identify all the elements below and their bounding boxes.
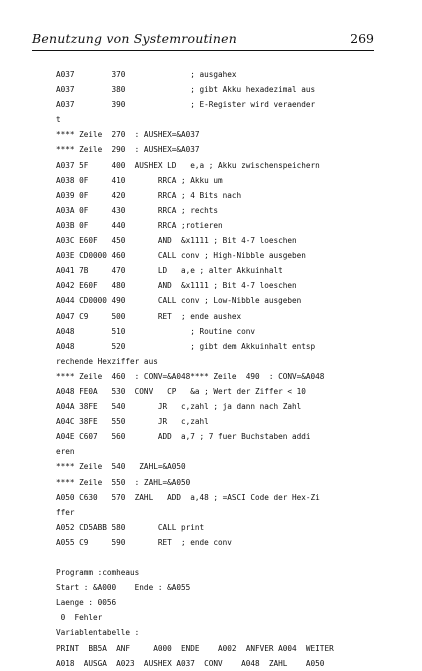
code-line: t xyxy=(56,115,61,125)
code-line: **** Zeile 270 : AUSHEX=&A037 xyxy=(56,130,200,140)
code-line: A050 C630 570 ZAHL ADD a,48 ; =ASCI Code der Hex-Zi xyxy=(56,492,320,502)
code-line: A044 CD0000 490 CALL conv ; Low-Nibble ausgeben xyxy=(56,296,302,306)
code-line: A047 C9 500 RET ; ende aushex xyxy=(56,311,242,321)
code-line: A04A 38FE 540 JR c,zahl ; ja dann nach Zahl xyxy=(56,402,302,412)
code-line: A04C 38FE 550 JR c,zahl xyxy=(56,417,209,427)
code-line: **** Zeile 550 : ZAHL=&A050 xyxy=(56,477,191,487)
code-line: Start : &A000 Ende : &A055 xyxy=(56,583,191,593)
code-line: PRINT BB5A ANF A000 ENDE A002 ANFVER A004 WEITER xyxy=(56,643,334,653)
code-line: **** Zeile 460 : CONV=&A048**** Zeile 490 : CONV=&A048 xyxy=(56,371,325,381)
code-line: A018 AUSGA A023 AUSHEX A037 CONV A048 ZAHL A050 xyxy=(56,658,325,668)
code-line: Variablentabelle : xyxy=(56,628,140,638)
code-line: **** Zeile 290 : AUSHEX=&A037 xyxy=(56,145,200,155)
code-line: A052 CD5ABB 580 CALL print xyxy=(56,522,205,532)
code-line: rechende Hexziffer aus xyxy=(56,356,158,366)
code-line: A037 390 ; E-Register wird veraender xyxy=(56,100,316,110)
code-line: A055 C9 590 RET ; ende conv xyxy=(56,537,232,547)
code-line: eren xyxy=(56,447,75,457)
code-line: A03B 0F 440 RRCA ;rotieren xyxy=(56,220,223,230)
code-line: A03A 0F 430 RRCA ; rechts xyxy=(56,205,218,215)
assembler-listing xyxy=(56,67,396,668)
code-line: 0 Fehler xyxy=(56,613,103,623)
code-line: A048 510 ; Routine conv xyxy=(56,326,256,336)
code-line: A037 370 ; ausgahex xyxy=(56,70,237,79)
code-line: A048 520 ; gibt dem Akkuinhalt entsp xyxy=(56,341,316,351)
code-line: ffer xyxy=(56,507,75,517)
code-line: **** Zeile 540 ZAHL=&A050 xyxy=(56,462,186,472)
code-line: Programm :comheaus xyxy=(56,568,140,578)
code-line: A042 E60F 480 AND &x1111 ; Bit 4-7 loeschen xyxy=(56,281,297,291)
page-title: Benutzung von Systemroutinen xyxy=(32,31,237,46)
code-line xyxy=(56,550,396,565)
code-line: Laenge : 0056 xyxy=(56,598,117,608)
page-number: 269 xyxy=(350,31,374,46)
code-line: A04E C607 560 ADD a,7 ; 7 fuer Buchstaben addi xyxy=(56,432,311,442)
code-line: A048 FE0A 530 CONV CP &a ; Wert der Ziffer < 10 xyxy=(56,386,306,396)
code-line: A037 5F 400 AUSHEX LD e,a ; Akku zwischenspeichern xyxy=(56,160,320,170)
page-header xyxy=(32,30,374,51)
code-line: A038 0F 410 RRCA ; Akku um xyxy=(56,175,223,185)
code-line: A03E CD0000 460 CALL conv ; High-Nibble ausgeben xyxy=(56,251,306,261)
code-line: A041 7B 470 LD a,e ; alter Akkuinhalt xyxy=(56,266,283,276)
code-line: A039 0F 420 RRCA ; 4 Bits nach xyxy=(56,190,242,200)
code-line: A037 380 ; gibt Akku hexadezimal aus xyxy=(56,85,316,95)
code-line: A03C E60F 450 AND &x1111 ; Bit 4-7 loeschen xyxy=(56,236,297,246)
